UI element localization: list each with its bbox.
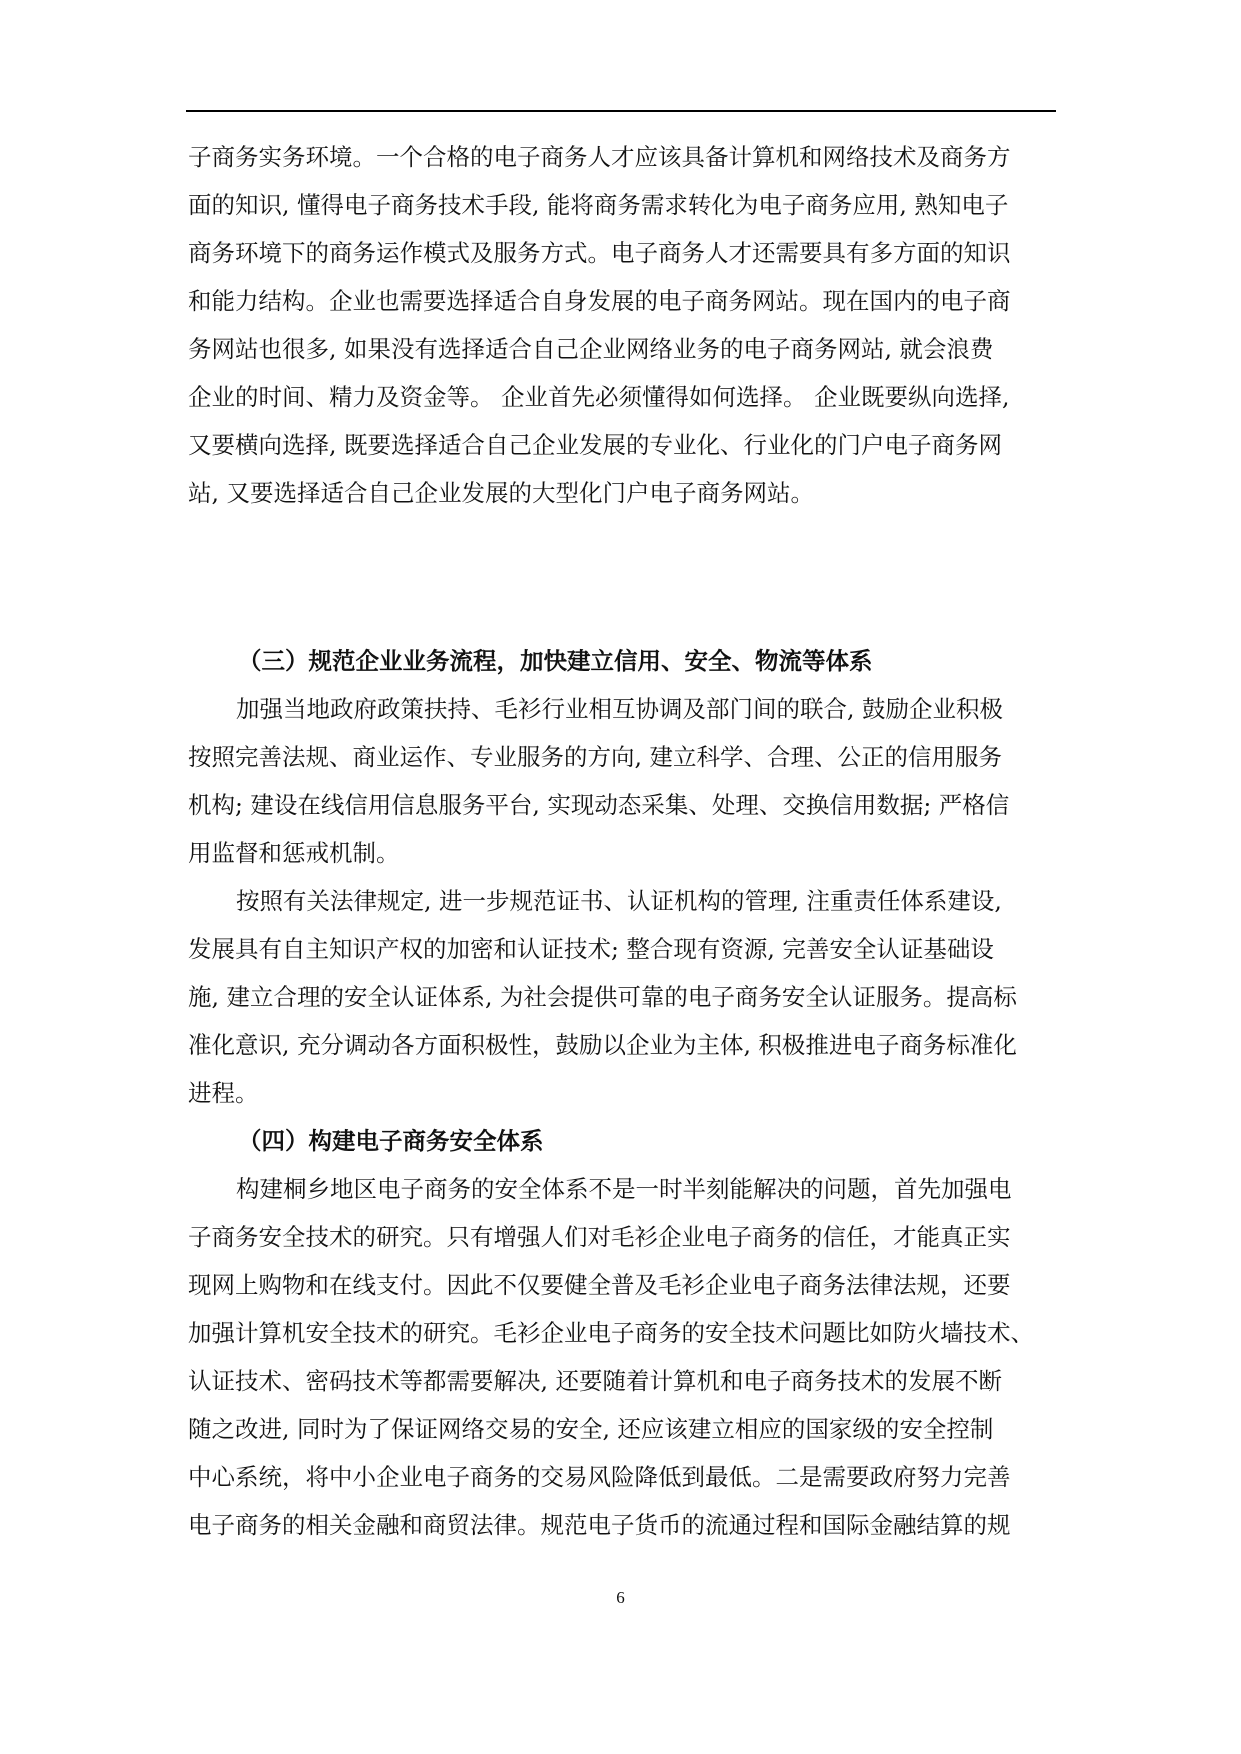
body-line: 子商务安全技术的研究。只有增强人们对毛衫企业电子商务的信任，才能真正实 bbox=[188, 1223, 1011, 1251]
body-line: 用监督和惩戒机制。 bbox=[188, 839, 400, 867]
body-line: 发展具有自主知识产权的加密和认证技术; 整合现有资源, 完善安全认证基础设 bbox=[188, 935, 994, 963]
body-line: 面的知识, 懂得电子商务技术手段, 能将商务需求转化为电子商务应用, 熟知电子 bbox=[188, 191, 1009, 219]
body-line: 构建桐乡地区电子商务的安全体系不是一时半刻能解决的问题，首先加强电 bbox=[236, 1175, 1012, 1203]
body-line: 按照有关法律规定, 进一步规范证书、认证机构的管理, 注重责任体系建设, bbox=[236, 887, 1002, 915]
body-line: 按照完善法规、商业运作、专业服务的方向, 建立科学、合理、公正的信用服务 bbox=[188, 743, 1002, 771]
body-line: 随之改进, 同时为了保证网络交易的安全, 还应该建立相应的国家级的安全控制 bbox=[188, 1415, 994, 1443]
body-line: 认证技术、密码技术等都需要解决, 还要随着计算机和电子商务技术的发展不断 bbox=[188, 1367, 1002, 1395]
body-line: 务网站也很多, 如果没有选择适合自己企业网络业务的电子商务网站, 就会浪费 bbox=[188, 335, 994, 363]
body-line: 机构; 建设在线信用信息服务平台, 实现动态采集、处理、交换信用数据; 严格信 bbox=[188, 791, 1010, 819]
body-line: 中心系统，将中小企业电子商务的交易风险降低到最低。二是需要政府努力完善 bbox=[188, 1463, 1011, 1491]
body-line: 站, 又要选择适合自己企业发展的大型化门户电子商务网站。 bbox=[188, 479, 814, 507]
body-line: 加强计算机安全技术的研究。毛衫企业电子商务的安全技术问题比如防火墙技术、 bbox=[188, 1319, 1034, 1347]
body-line: 进程。 bbox=[188, 1079, 259, 1107]
section-heading-4: （四）构建电子商务安全体系 bbox=[238, 1127, 544, 1155]
body-line: 又要横向选择, 既要选择适合自己企业发展的专业化、行业化的门户电子商务网 bbox=[188, 431, 1002, 459]
section-heading-3: （三）规范企业业务流程，加快建立信用、安全、物流等体系 bbox=[238, 647, 873, 675]
body-line: 电子商务的相关金融和商贸法律。规范电子货币的流通过程和国际金融结算的规 bbox=[188, 1511, 1011, 1539]
page-number: 6 bbox=[616, 1588, 625, 1607]
body-line: 子商务实务环境。一个合格的电子商务人才应该具备计算机和网络技术及商务方 bbox=[188, 143, 1011, 171]
body-line: 现网上购物和在线支付。因此不仅要健全普及毛衫企业电子商务法律法规，还要 bbox=[188, 1271, 1011, 1299]
body-line: 商务环境下的商务运作模式及服务方式。电子商务人才还需要具有多方面的知识 bbox=[188, 239, 1011, 267]
body-line: 准化意识, 充分调动各方面积极性，鼓励以企业为主体, 积极推进电子商务标准化 bbox=[188, 1031, 1017, 1059]
header-rule bbox=[186, 110, 1056, 112]
body-line: 加强当地政府政策扶持、毛衫行业相互协调及部门间的联合, 鼓励企业积极 bbox=[236, 695, 1003, 723]
body-line: 施, 建立合理的安全认证体系, 为社会提供可靠的电子商务安全认证服务。提高标 bbox=[188, 983, 1017, 1011]
body-line: 和能力结构。企业也需要选择适合自身发展的电子商务网站。现在国内的电子商 bbox=[188, 287, 1011, 315]
body-line: 企业的时间、精力及资金等。 企业首先必须懂得如何选择。 企业既要纵向选择, bbox=[188, 383, 1010, 411]
